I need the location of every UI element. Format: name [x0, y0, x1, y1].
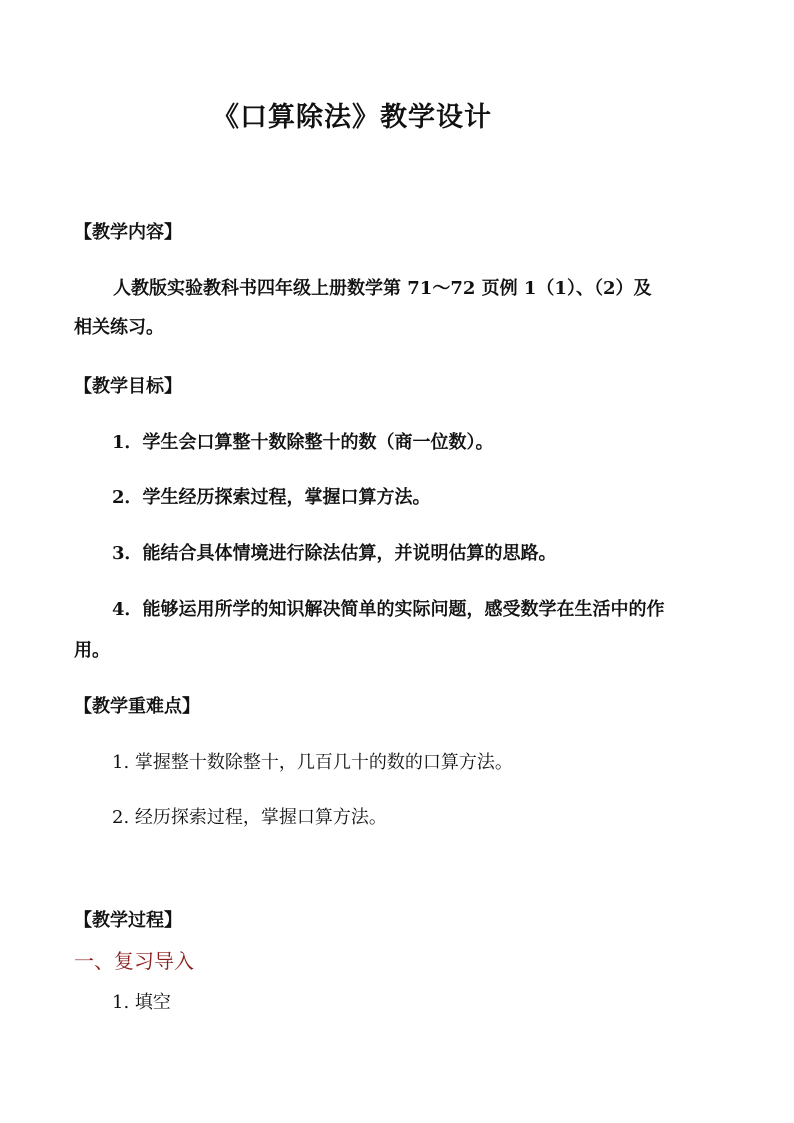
- goal-item-2: 2．学生经历探索过程，掌握口算方法。: [112, 487, 431, 508]
- key-point-item-2: 2. 经历探索过程，掌握口算方法。: [112, 807, 387, 828]
- content-paragraph-line-1: 人教版实验教科书四年级上册数学第 71～72 页例 1（1）、（2）及: [113, 278, 652, 299]
- content-paragraph-line-2: 相关练习。: [74, 317, 164, 338]
- section-heading-goals: 【教学目标】: [74, 376, 182, 397]
- document-title: 《口算除法》教学设计: [212, 102, 492, 133]
- goal-item-4: 4．能够运用所学的知识解决简单的实际问题，感受数学在生活中的作: [112, 599, 665, 620]
- goal-item-1: 1．学生会口算整十数除整十的数（商一位数）。: [112, 432, 494, 453]
- process-part-title: 一、复习导入: [74, 949, 194, 973]
- section-heading-process: 【教学过程】: [74, 910, 182, 931]
- key-point-item-1: 1. 掌握整十数除整十，几百几十的数的口算方法。: [112, 752, 513, 773]
- process-sub-item: 1. 填空: [112, 992, 171, 1013]
- section-heading-key-points: 【教学重难点】: [74, 696, 200, 717]
- goal-item-4-continuation: 用。: [74, 640, 110, 661]
- goal-item-3: 3．能结合具体情境进行除法估算，并说明估算的思路。: [112, 543, 557, 564]
- section-heading-content: 【教学内容】: [74, 222, 182, 243]
